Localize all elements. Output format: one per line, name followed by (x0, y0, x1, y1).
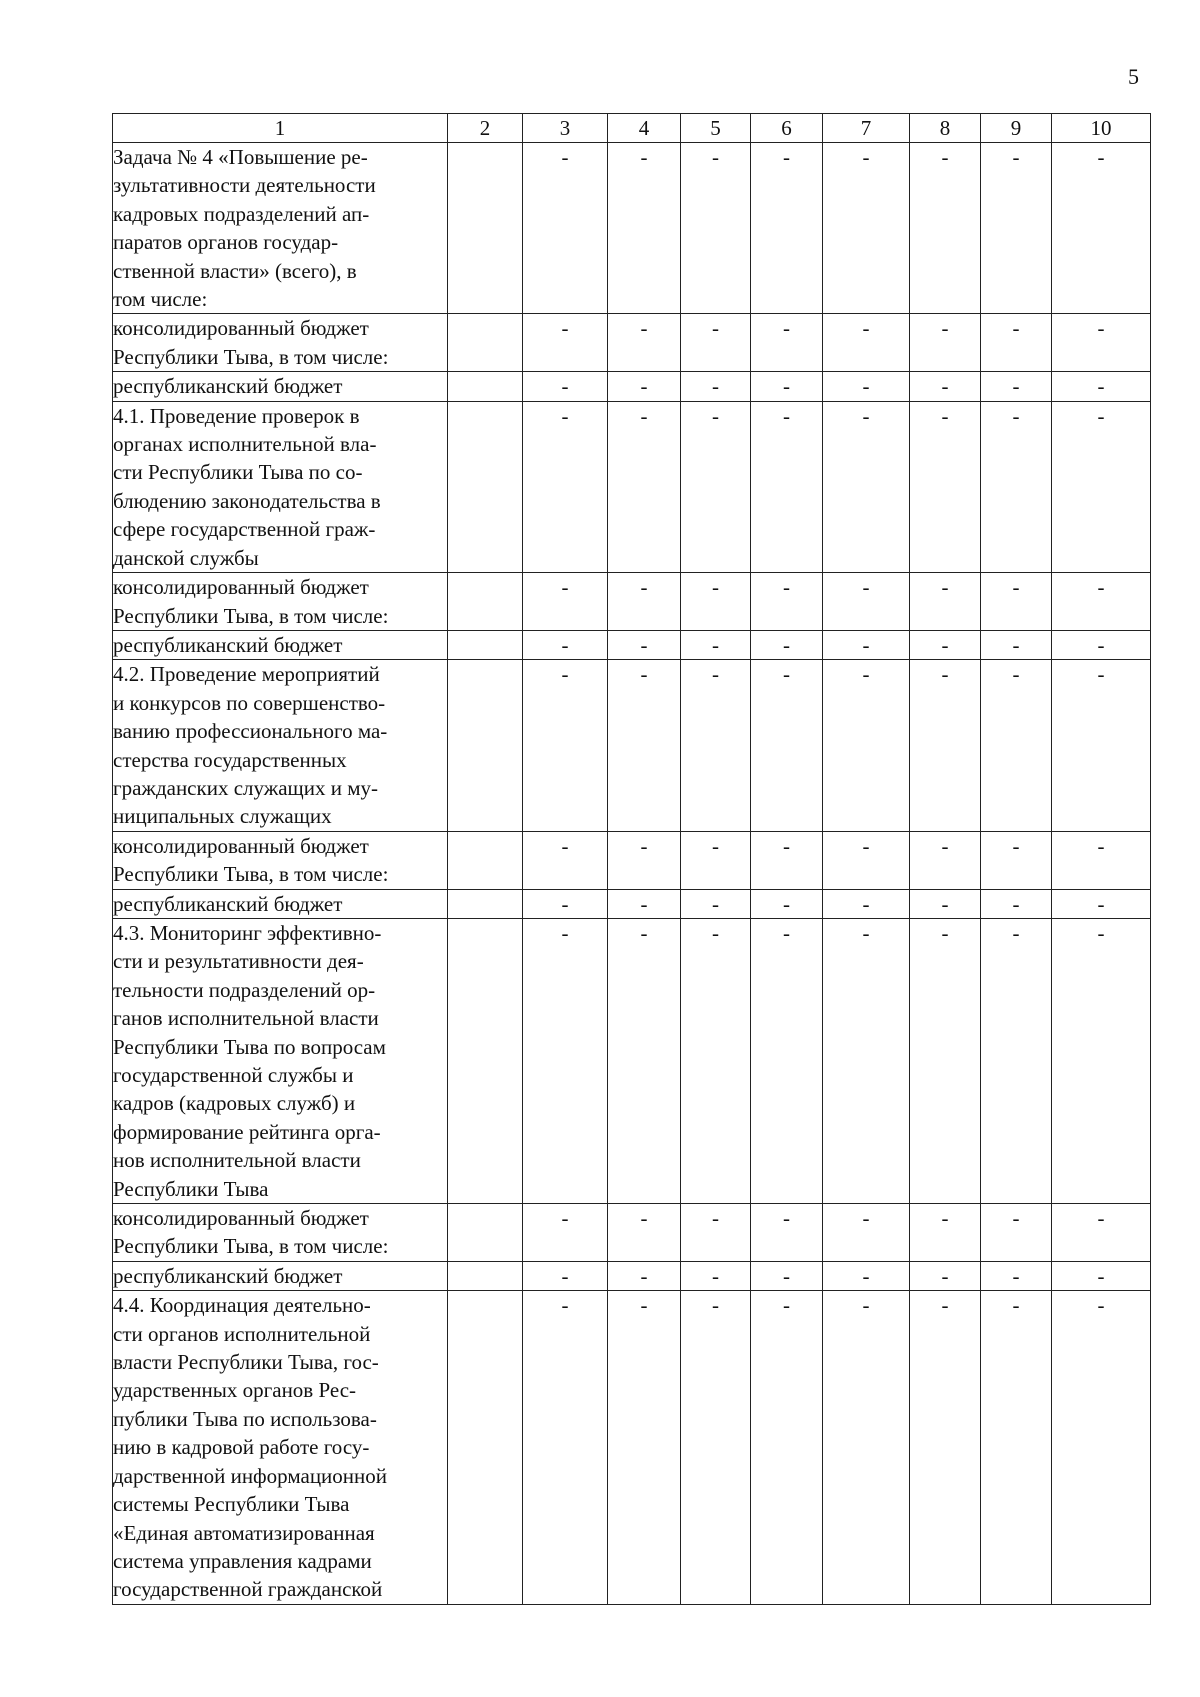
value-cell: - (910, 918, 981, 1203)
value-cell: - (910, 1261, 981, 1290)
row-name-cell: 4.4. Координация деятельно- сти органов исполнительной власти Республики Тыва, гос- ударственных органов Рес- публики Тыва по использова- нию в кадровой работе госу- дарственной информационной системы Республики Тыва «Единая автоматизированная система управления кадрами государственной гражданской (113, 1291, 448, 1604)
value-cell: - (1052, 1261, 1151, 1290)
value-cell: - (1052, 143, 1151, 314)
value-cell: - (523, 889, 608, 918)
value-cell: - (823, 372, 910, 401)
value-cell: - (823, 918, 910, 1203)
value-cell: - (910, 372, 981, 401)
value-cell: - (608, 918, 681, 1203)
value-cell: - (523, 401, 608, 572)
value-cell (448, 831, 523, 889)
value-cell: - (523, 1261, 608, 1290)
value-cell: - (823, 314, 910, 372)
value-cell: - (981, 401, 1052, 572)
value-cell: - (823, 889, 910, 918)
value-cell (448, 1204, 523, 1262)
value-cell: - (751, 630, 823, 659)
value-cell: - (608, 372, 681, 401)
value-cell: - (910, 1291, 981, 1604)
table-row (113, 831, 1151, 889)
column-header-8: 8 (910, 114, 981, 143)
value-cell: - (681, 889, 751, 918)
value-cell: - (523, 831, 608, 889)
value-cell (448, 573, 523, 631)
value-cell: - (981, 1291, 1052, 1604)
table-body (113, 143, 1151, 1605)
value-cell: - (681, 1204, 751, 1262)
value-cell: - (608, 831, 681, 889)
value-cell: - (751, 1261, 823, 1290)
column-header-6: 6 (751, 114, 823, 143)
value-cell: - (681, 1261, 751, 1290)
value-cell (448, 1291, 523, 1604)
value-cell (448, 660, 523, 831)
value-cell: - (751, 314, 823, 372)
value-cell: - (681, 1291, 751, 1604)
column-header-2: 2 (448, 114, 523, 143)
value-cell (448, 314, 523, 372)
value-cell: - (823, 573, 910, 631)
table-row (113, 573, 1151, 631)
row-name-cell: республиканский бюджет (113, 889, 448, 918)
value-cell: - (981, 372, 1052, 401)
value-cell: - (523, 372, 608, 401)
value-cell: - (608, 660, 681, 831)
table-row (113, 660, 1151, 831)
page-number: 5 (1128, 64, 1139, 89)
value-cell: - (751, 889, 823, 918)
row-name-cell: 4.3. Мониторинг эффективно- сти и результативности дея- тельности подразделений ор- ганов исполнительной власти Республики Тыва по вопросам государственной службы и кадров (кадровых служб) и формирование рейтинга орга- нов исполнительной власти Республики Тыва (113, 918, 448, 1203)
value-cell: - (823, 660, 910, 831)
value-cell: - (1052, 401, 1151, 572)
value-cell: - (910, 143, 981, 314)
column-header-7: 7 (823, 114, 910, 143)
table-row (113, 401, 1151, 572)
value-cell: - (751, 143, 823, 314)
value-cell: - (751, 831, 823, 889)
row-name-cell: Задача № 4 «Повышение ре- зультативности деятельности кадровых подразделений ап- паратов органов государ- ственной власти» (всего), в том числе: (113, 143, 448, 314)
value-cell: - (681, 831, 751, 889)
column-header-4: 4 (608, 114, 681, 143)
value-cell: - (523, 573, 608, 631)
value-cell (448, 143, 523, 314)
value-cell: - (681, 630, 751, 659)
value-cell: - (523, 918, 608, 1203)
value-cell: - (823, 143, 910, 314)
column-header-10: 10 (1052, 114, 1151, 143)
value-cell: - (608, 1204, 681, 1262)
row-name-cell: консолидированный бюджет Республики Тыва, в том числе: (113, 831, 448, 889)
row-name-cell: республиканский бюджет (113, 1261, 448, 1290)
value-cell: - (981, 660, 1052, 831)
value-cell: - (608, 889, 681, 918)
row-name-cell: 4.2. Проведение мероприятий и конкурсов по совершенство- ванию профессионального ма- стерства государственных гражданских служащих и му- ниципальных служащих (113, 660, 448, 831)
column-header-5: 5 (681, 114, 751, 143)
value-cell: - (823, 1261, 910, 1290)
value-cell: - (1052, 918, 1151, 1203)
value-cell: - (910, 401, 981, 572)
table-row (113, 372, 1151, 401)
value-cell: - (751, 573, 823, 631)
value-cell: - (910, 660, 981, 831)
value-cell: - (681, 660, 751, 831)
table-row (113, 889, 1151, 918)
value-cell: - (608, 143, 681, 314)
value-cell: - (751, 372, 823, 401)
value-cell: - (823, 1291, 910, 1604)
value-cell: - (981, 831, 1052, 889)
value-cell: - (523, 143, 608, 314)
value-cell: - (523, 1291, 608, 1604)
value-cell: - (608, 630, 681, 659)
value-cell: - (1052, 630, 1151, 659)
value-cell: - (823, 401, 910, 572)
value-cell: - (681, 918, 751, 1203)
value-cell: - (1052, 573, 1151, 631)
table-header (113, 114, 1151, 143)
value-cell (448, 372, 523, 401)
value-cell: - (608, 314, 681, 372)
value-cell: - (910, 630, 981, 659)
value-cell (448, 889, 523, 918)
budget-table (112, 113, 1151, 1605)
value-cell: - (981, 889, 1052, 918)
table-row (113, 918, 1151, 1203)
value-cell: - (523, 1204, 608, 1262)
value-cell (448, 401, 523, 572)
value-cell: - (608, 1261, 681, 1290)
row-name-cell: консолидированный бюджет Республики Тыва, в том числе: (113, 1204, 448, 1262)
value-cell: - (1052, 889, 1151, 918)
value-cell: - (681, 372, 751, 401)
value-cell: - (1052, 831, 1151, 889)
value-cell: - (910, 831, 981, 889)
value-cell: - (523, 660, 608, 831)
value-cell: - (751, 1291, 823, 1604)
value-cell: - (823, 1204, 910, 1262)
value-cell (448, 1261, 523, 1290)
column-header-9: 9 (981, 114, 1052, 143)
value-cell: - (981, 143, 1052, 314)
row-name-cell: республиканский бюджет (113, 372, 448, 401)
value-cell: - (910, 314, 981, 372)
value-cell: - (1052, 1204, 1151, 1262)
value-cell: - (1052, 314, 1151, 372)
value-cell: - (681, 314, 751, 372)
column-header-1: 1 (113, 114, 448, 143)
value-cell: - (523, 630, 608, 659)
value-cell: - (910, 1204, 981, 1262)
table-row (113, 143, 1151, 314)
value-cell: - (981, 573, 1052, 631)
value-cell: - (910, 889, 981, 918)
value-cell: - (608, 401, 681, 572)
value-cell: - (823, 831, 910, 889)
table-row (113, 630, 1151, 659)
value-cell: - (681, 143, 751, 314)
value-cell: - (523, 314, 608, 372)
value-cell: - (751, 1204, 823, 1262)
value-cell: - (981, 1261, 1052, 1290)
value-cell: - (823, 630, 910, 659)
table-row (113, 1261, 1151, 1290)
value-cell: - (981, 1204, 1052, 1262)
table-row (113, 1291, 1151, 1604)
value-cell: - (751, 401, 823, 572)
value-cell: - (981, 630, 1052, 659)
value-cell: - (981, 314, 1052, 372)
row-name-cell: республиканский бюджет (113, 630, 448, 659)
value-cell: - (910, 573, 981, 631)
row-name-cell: консолидированный бюджет Республики Тыва, в том числе: (113, 314, 448, 372)
value-cell: - (681, 573, 751, 631)
value-cell (448, 918, 523, 1203)
value-cell: - (751, 660, 823, 831)
value-cell: - (751, 918, 823, 1203)
row-name-cell: консолидированный бюджет Республики Тыва, в том числе: (113, 573, 448, 631)
table-row (113, 314, 1151, 372)
table-row (113, 1204, 1151, 1262)
value-cell: - (608, 573, 681, 631)
value-cell (448, 630, 523, 659)
value-cell: - (1052, 372, 1151, 401)
row-name-cell: 4.1. Проведение проверок в органах исполнительной вла- сти Республики Тыва по со- блюдению законодательства в сфере государственной граж- данской службы (113, 401, 448, 572)
header-row (113, 114, 1151, 143)
value-cell: - (608, 1291, 681, 1604)
value-cell: - (681, 401, 751, 572)
column-header-3: 3 (523, 114, 608, 143)
value-cell: - (1052, 1291, 1151, 1604)
value-cell: - (1052, 660, 1151, 831)
value-cell: - (981, 918, 1052, 1203)
